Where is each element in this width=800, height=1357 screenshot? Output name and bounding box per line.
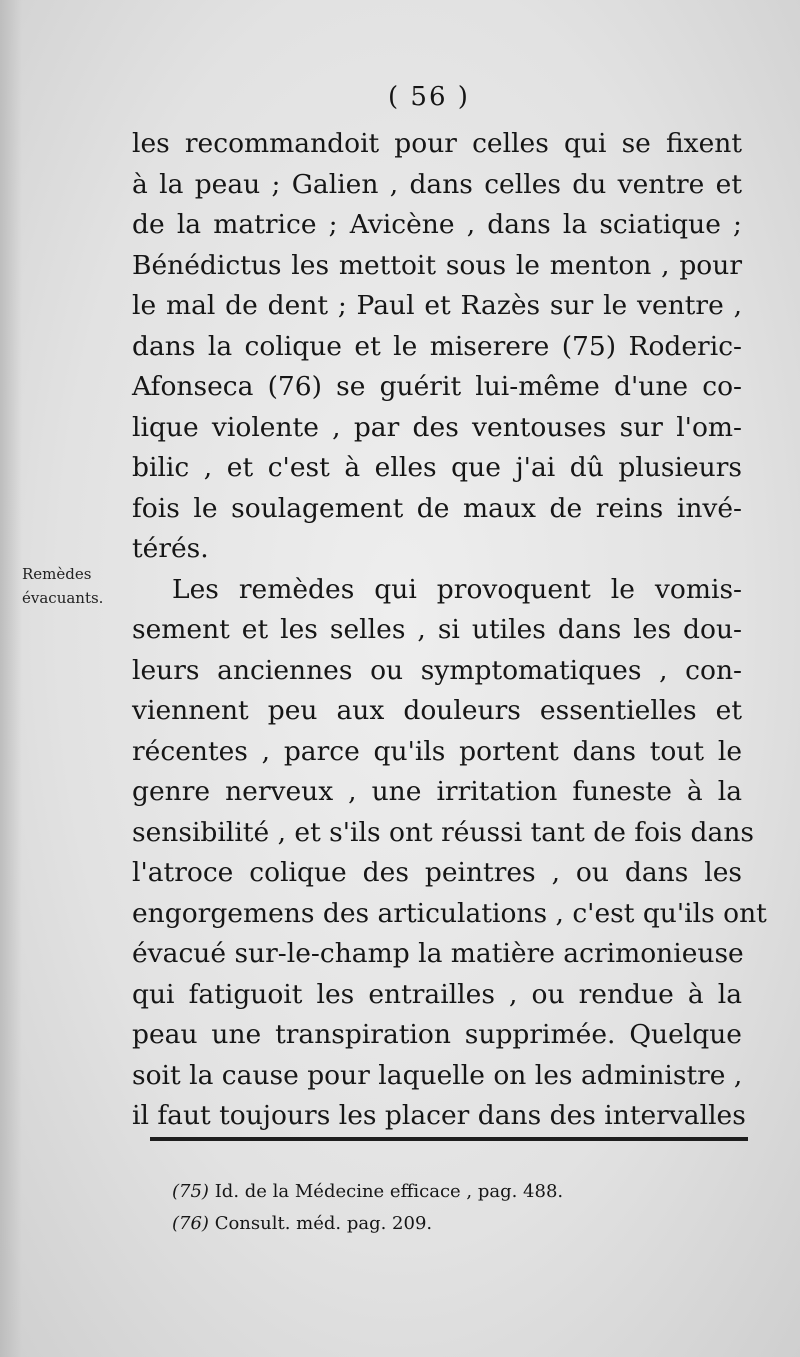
- body-text: [132, 124, 767, 1137]
- text-line: à la peau ; Galien , dans celles du ventre et: [132, 168, 742, 200]
- text-line: sement et les selles , si utiles dans les dou-: [132, 614, 742, 645]
- text-line: le mal de dent ; Paul et Razès sur le ventre ,: [132, 290, 742, 321]
- margin-note: [22, 562, 132, 610]
- footnote: [172, 1176, 692, 1208]
- footnote-text: Id. de la Médecine efficace , pag. 488.: [214, 1181, 564, 1202]
- text-line: l'atroce colique des peintres , ou dans les: [132, 857, 742, 888]
- margin-note-line: Remèdes: [22, 565, 92, 583]
- text-line: fois le soulagement de maux de reins invé-: [132, 492, 742, 524]
- text-line: il faut toujours les placer dans des intervalles: [132, 1100, 746, 1131]
- margin-note-line: évacuants.: [22, 589, 104, 607]
- footnote-number: (75): [172, 1181, 209, 1202]
- text-line: Afonseca (76) se guérit lui-même d'une co-: [132, 371, 742, 402]
- text-line: de la matrice ; Avicène , dans la sciatique ;: [132, 209, 742, 240]
- text-line: qui fatiguoit les entrailles , ou rendue à la: [132, 978, 742, 1010]
- text-line: les recommandoit pour celles qui se fixent: [132, 128, 742, 159]
- footnote-number: (76): [172, 1213, 209, 1234]
- text-line: évacué sur-le-champ la matière acrimonieuse: [132, 938, 744, 969]
- text-line: récentes , parce qu'ils portent dans tout le: [132, 735, 742, 767]
- text-line: genre nerveux , une irritation funeste à la: [132, 776, 742, 807]
- page-number: ( 56 ): [388, 82, 470, 112]
- text-line: peau une transpiration supprimée. Quelque: [132, 1019, 742, 1050]
- text-line: bilic , et c'est à elles que j'ai dû plusieurs: [132, 452, 742, 483]
- footnote-rule: [150, 1137, 748, 1141]
- text-line: Les remèdes qui provoquent le vomis-: [172, 573, 742, 605]
- text-line: leurs anciennes ou symptomatiques , con-: [132, 654, 742, 686]
- text-line: engorgemens des articulations , c'est qu'ils ont: [132, 897, 767, 929]
- text-line: viennent peu aux douleurs essentielles et: [132, 695, 742, 726]
- footnote: [172, 1208, 692, 1240]
- text-line: térés.: [132, 533, 209, 564]
- page-gutter-shadow: [0, 0, 22, 1357]
- text-line: Bénédictus les mettoit sous le menton , pour: [132, 249, 742, 281]
- footnote-text: Consult. méd. pag. 209.: [214, 1213, 433, 1234]
- footnotes: [172, 1176, 692, 1240]
- text-line: sensibilité , et s'ils ont réussi tant de fois dans: [132, 816, 754, 848]
- text-line: dans la colique et le miserere (75) Roderic-: [132, 330, 742, 362]
- text-line: soit la cause pour laquelle on les administre ,: [132, 1059, 743, 1091]
- text-line: lique violente , par des ventouses sur l'om-: [132, 411, 742, 443]
